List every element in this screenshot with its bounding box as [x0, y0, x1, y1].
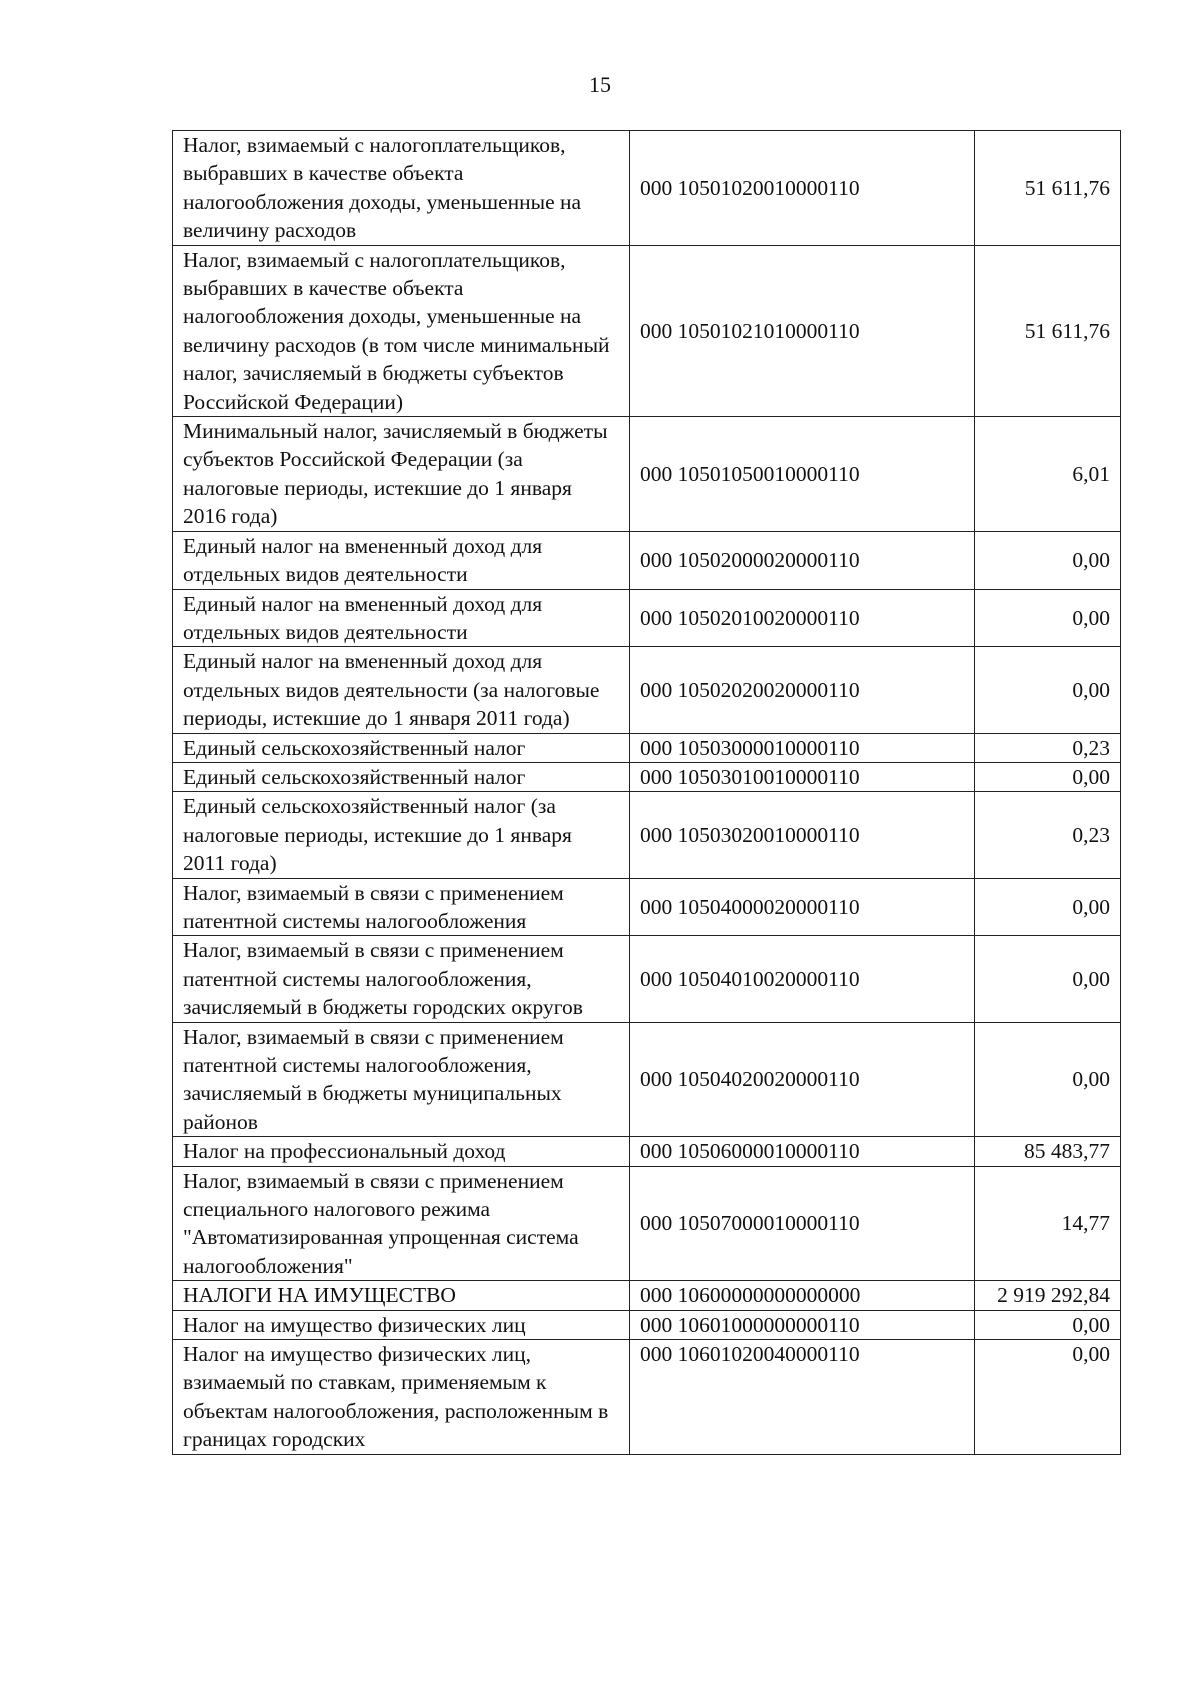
table-row	[173, 936, 1121, 1022]
row-name-cell: Налог, взимаемый в связи с применением патентной системы налогообложения, зачисляемый в бюджеты городских округов	[173, 936, 630, 1022]
row-name-cell: НАЛОГИ НА ИМУЩЕСТВО	[173, 1281, 630, 1310]
row-name-cell: Единый сельскохозяйственный налог	[173, 762, 630, 791]
row-amount-cell: 14,77	[975, 1166, 1121, 1281]
row-code-cell: 000 10501021010000110	[630, 245, 975, 416]
row-amount-cell: 2 919 292,84	[975, 1281, 1121, 1310]
table-row	[173, 589, 1121, 647]
row-code-cell: 000 10504020020000110	[630, 1022, 975, 1137]
row-amount-cell: 85 483,77	[975, 1137, 1121, 1166]
row-code-cell: 000 10601000000000110	[630, 1310, 975, 1339]
table-row	[173, 131, 1121, 246]
row-code-cell: 000 10502010020000110	[630, 589, 975, 647]
row-code-cell: 000 10501020010000110	[630, 131, 975, 246]
table-row	[173, 792, 1121, 878]
row-code-cell: 000 10502020020000110	[630, 647, 975, 733]
row-name-cell: Налог, взимаемый в связи с применением специального налогового режима "Автоматизированная упрощенная система налогообложения"	[173, 1166, 630, 1281]
table-row	[173, 531, 1121, 589]
table-row	[173, 417, 1121, 532]
row-name-cell: Единый сельскохозяйственный налог (за налоговые периоды, истекшие до 1 января 2011 года)	[173, 792, 630, 878]
table-row	[173, 647, 1121, 733]
row-amount-cell: 0,00	[975, 1022, 1121, 1137]
row-amount-cell: 0,00	[975, 1340, 1121, 1455]
row-name-cell: Единый сельскохозяйственный налог	[173, 733, 630, 762]
table-row	[173, 1022, 1121, 1137]
row-code-cell: 000 10600000000000000	[630, 1281, 975, 1310]
table-row	[173, 878, 1121, 936]
row-name-cell: Единый налог на вмененный доход для отдельных видов деятельности (за налоговые периоды, истекшие до 1 января 2011 года)	[173, 647, 630, 733]
row-code-cell: 000 10504000020000110	[630, 878, 975, 936]
row-code-cell: 000 10503000010000110	[630, 733, 975, 762]
row-name-cell: Налог, взимаемый с налогоплательщиков, выбравших в качестве объекта налогообложения доходы, уменьшенные на величину расходов (в том числе минимальный налог, зачисляемый в бюджеты субъектов Российской Федерации)	[173, 245, 630, 416]
row-amount-cell: 0,00	[975, 936, 1121, 1022]
row-code-cell: 000 10503020010000110	[630, 792, 975, 878]
table-row	[173, 1137, 1121, 1166]
table-row	[173, 245, 1121, 416]
row-name-cell: Налог на имущество физических лиц	[173, 1310, 630, 1339]
row-amount-cell: 6,01	[975, 417, 1121, 532]
row-name-cell: Налог, взимаемый в связи с применением патентной системы налогообложения	[173, 878, 630, 936]
row-code-cell: 000 10601020040000110	[630, 1340, 975, 1455]
row-code-cell: 000 10507000010000110	[630, 1166, 975, 1281]
row-name-cell: Налог, взимаемый в связи с применением патентной системы налогообложения, зачисляемый в бюджеты муниципальных районов	[173, 1022, 630, 1137]
row-name-cell: Единый налог на вмененный доход для отдельных видов деятельности	[173, 589, 630, 647]
row-amount-cell: 0,23	[975, 792, 1121, 878]
row-amount-cell: 51 611,76	[975, 245, 1121, 416]
row-name-cell: Минимальный налог, зачисляемый в бюджеты субъектов Российской Федерации (за налоговые периоды, истекшие до 1 января 2016 года)	[173, 417, 630, 532]
row-amount-cell: 0,23	[975, 733, 1121, 762]
row-amount-cell: 0,00	[975, 647, 1121, 733]
row-amount-cell: 0,00	[975, 1310, 1121, 1339]
page-number: 15	[589, 72, 611, 97]
row-code-cell: 000 10506000010000110	[630, 1137, 975, 1166]
row-amount-cell: 0,00	[975, 762, 1121, 791]
table-row	[173, 1281, 1121, 1310]
revenue-table-body	[173, 131, 1121, 1455]
revenue-table	[172, 130, 1121, 1455]
row-amount-cell: 0,00	[975, 589, 1121, 647]
table-row	[173, 1310, 1121, 1339]
table-row	[173, 762, 1121, 791]
row-amount-cell: 51 611,76	[975, 131, 1121, 246]
table-row	[173, 733, 1121, 762]
row-code-cell: 000 10504010020000110	[630, 936, 975, 1022]
row-name-cell: Единый налог на вмененный доход для отдельных видов деятельности	[173, 531, 630, 589]
row-amount-cell: 0,00	[975, 878, 1121, 936]
table-row	[173, 1340, 1121, 1455]
row-code-cell: 000 10503010010000110	[630, 762, 975, 791]
row-code-cell: 000 10501050010000110	[630, 417, 975, 532]
row-amount-cell: 0,00	[975, 531, 1121, 589]
row-name-cell: Налог на имущество физических лиц, взимаемый по ставкам, применяемым к объектам налогообложения, расположенным в границах городских	[173, 1340, 630, 1455]
row-name-cell: Налог, взимаемый с налогоплательщиков, выбравших в качестве объекта налогообложения доходы, уменьшенные на величину расходов	[173, 131, 630, 246]
row-name-cell: Налог на профессиональный доход	[173, 1137, 630, 1166]
table-row	[173, 1166, 1121, 1281]
row-code-cell: 000 10502000020000110	[630, 531, 975, 589]
